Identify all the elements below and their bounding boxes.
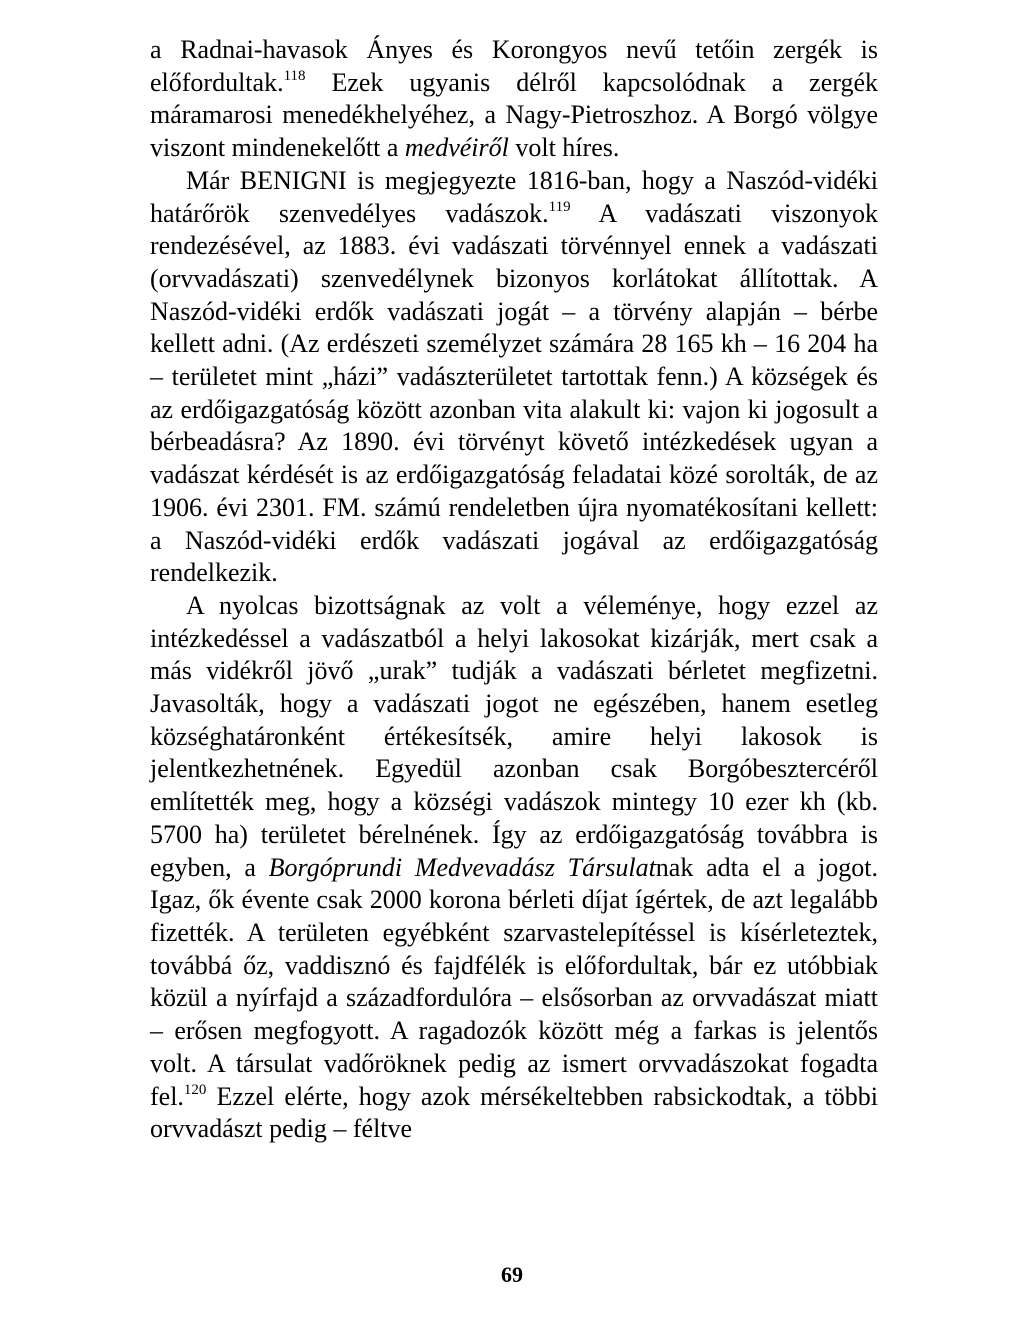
italic-text: medvéiről [404, 133, 509, 163]
text-run: A nyolcas bizottságnak az volt a véleménye, hogy ezzel az intézkedéssel a vadászatból a helyi lakosokat kizárják, mert csak a más vidékről jövő „urak” tudják a vadászati bérletet megfizetni. Javasolták, hogy a vadászati jogot ne egészében, hanem esetleg községhatáronként értékesítsék, amire helyi lakosok is jelentkezhetnének. Egyedül azonban csak Borgóbesztercéről említették meg, hogy a községi vadászok mintegy 10 ezer kh (kb. 5700 ha) területet bérelnének. Így az erdőigazgatóság továbbra is egyben, a [150, 590, 878, 882]
footnote-ref: 119 [548, 198, 571, 215]
footnote-ref: 118 [283, 67, 306, 84]
footnote-ref: 120 [183, 1081, 207, 1098]
text-run: Ezek ugyanis délről kapcsolódnak a zergék máramarosi menedékhelyéhez, a Nagy-Pietroszhoz. A Borgó völgye viszont mindenekelőtt a [150, 67, 878, 163]
paragraph [150, 34, 878, 165]
text-run: volt híres. [508, 133, 620, 163]
text-run: Már BENIGNI is megjegyezte 1816-ban, hogy a Naszód-vidéki határőrök szenvedélyes vadászok. [150, 165, 878, 228]
text-run: A vadászati viszonyok rendezésével, az 1883. évi vadászati törvénnyel ennek a vadászati (orvvadászati) szenvedélynek bizonyos korlátokat állítottak. A Naszód-vidéki erdők vadászati jogát – a törvény alapján – bérbe kellett adni. (Az erdészeti személyzet számára 28 165 kh – 16 204 ha – területet mint „házi” vadászterületet tartottak fenn.) A községek és az erdőigazgatóság között azonban vita alakult ki: vajon ki jogosult a bérbeadásra? Az 1890. évi törvényt követő intézkedések ugyan a vadászat kérdését is az erdőigazgatóság feladatai közé sorolták, de az 1906. évi 2301. FM. számú rendeletben újra nyomatékosítani kellett: a Naszód-vidéki erdők vadászati jogával az erdőigazgatóság rendelkezik. [150, 198, 878, 588]
text-run: Ezzel elérte, hogy azok mérsékeltebben rabsickodtak, a többi orvvadászt pedig – féltve [150, 1081, 878, 1144]
body-text [150, 34, 878, 1146]
paragraph [150, 590, 878, 1146]
page-number: 69 [501, 1262, 523, 1287]
paragraph [150, 165, 878, 590]
text-run: nak adta el a jogot. Igaz, ők évente csak 2000 korona bérleti díjat ígértek, de azt legalább fizették. A területen egyébként szarvastelepítéssel is kísérleteztek, továbbá őz, vaddisznó és fajdfélék is előfordultak, bár ez utóbbiak közül a nyírfajd a századfordulóra – elsősorban az orvvadászat miatt – erősen megfogyott. A ragadozók között még a farkas is jelentős volt. A társulat vadőröknek pedig az ismert orvvadászokat fogadta fel. [150, 852, 878, 1111]
italic-text: Borgóprundi Medvevadász Társulat [268, 852, 656, 882]
text-run: a Radnai-havasok Ányes és Korongyos nevű tetőin zergék is előfordultak. [150, 35, 878, 97]
